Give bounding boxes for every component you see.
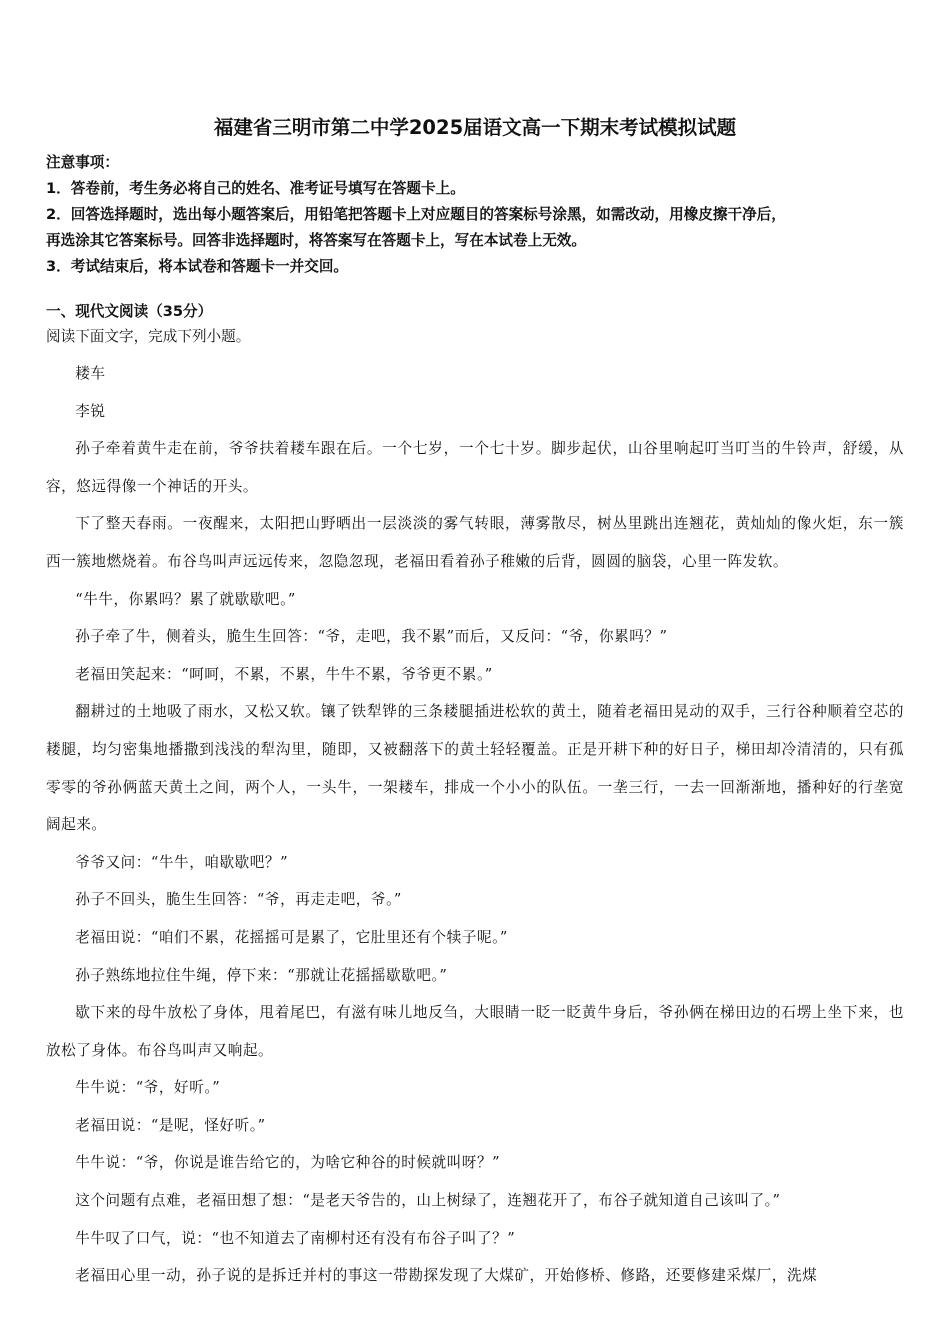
passage-paragraph: 牛牛说：“爷，你说是谁告给它的，为啥它种谷的时候就叫呀？” [75,1154,501,1172]
notice-heading: 注意事项： [46,154,119,171]
passage-paragraph: 下了整天春雨。一夜醒来，太阳把山野晒出一层淡淡的雾气转眼，薄雾散尽，树丛里跳出连翘花，黄灿灿的像火炬，东一簇西一簇地燃烧着。布谷鸟叫声远远传来，忽隐忽现，老福田看着孙子稚嫩的后背，圆圆的脑袋，心里一阵发软。 [46,515,904,570]
reading-passage [46,355,904,1295]
passage-paragraph: 孙子牵了牛，侧着头，脆生生回答：“爷，走吧，我不累”而后，又反问：“爷，你累吗？” [75,628,668,646]
passage-paragraph: 牛牛说：“爷，好听。” [75,1079,221,1097]
passage-paragraph: 爷爷又问：“牛牛，咱歇歇吧？” [75,853,289,871]
passage-paragraph: 老福田说：“咱们不累，花摇摇可是累了，它肚里还有个犊子呢。” [75,928,508,946]
section-header [46,300,906,350]
passage-paragraph: “牛牛，你累吗？累了就歇歇吧。” [75,590,296,608]
passage-paragraph: 翻耕过的土地吸了雨水，又松又软。镶了铁犁铧的三条耧腿插进松软的黄土，随着老福田晃动的双手，三行谷种顺着空芯的耧腿，均匀密集地播撒到浅浅的犁沟里，随即，又被翻落下的黄土轻轻覆盖。正是开耕下种的好日子，梯田却冷清清的，只有孤零零的爷孙俩蓝天黄土之间，两个人，一头牛，一架耧车，排成一个小小的队伍。一垄三行，一去一回渐渐地，播种好的行垄宽阔起来。 [46,703,904,834]
notice-item: 1．答卷前，考生务必将自己的姓名、准考证号填写在答题卡上。 [46,180,465,197]
notice-item: 2．回答选择题时，选出每小题答案后，用铅笔把答题卡上对应题目的答案标号涂黑，如需改动，用橡皮擦干净后， [46,206,786,223]
passage-author: 李锐 [75,402,106,420]
section-heading: 一、现代文阅读（35分） [46,303,213,320]
section-instruction: 阅读下面文字，完成下列小题。 [46,328,251,345]
notice-item: 再选涂其它答案标号。回答非选择题时，将答案写在答题卡上，写在本试卷上无效。 [46,232,586,249]
passage-paragraph: 孙子牵着黄牛走在前，爷爷扶着耧车跟在后。一个七岁，一个七十岁。脚步起伏，山谷里响起叮当叮当的牛铃声，舒缓，从容，悠远得像一个神话的开头。 [46,440,904,495]
passage-paragraph: 牛牛叹了口气，说：“也不知道去了南柳村还有没有布谷子叫了？” [75,1229,516,1247]
passage-paragraph: 老福田心里一动，孙子说的是拆迁并村的事这一带勘探发现了大煤矿，开始修桥、修路，还要修建采煤厂，洗煤 [75,1267,818,1285]
notice-block [46,150,906,280]
notice-item: 3．考试结束后，将本试卷和答题卡一并交回。 [46,258,349,275]
passage-paragraph: 老福田笑起来：“呵呵，不累，不累，牛牛不累，爷爷更不累。” [75,665,493,683]
passage-title: 耧车 [75,365,106,382]
document-title: 福建省三明市第二中学2025届语文高一下期末考试模拟试题 [213,116,737,139]
passage-paragraph: 这个问题有点难，老福田想了想：“是老天爷告的，山上树绿了，连翘花开了，布谷子就知道自己该叫了。” [75,1192,781,1210]
passage-paragraph: 歇下来的母牛放松了身体，甩着尾巴，有滋有味儿地反刍，大眼睛一眨一眨黄牛身后，爷孙俩在梯田边的石塄上坐下来，也放松了身体。布谷鸟叫声又响起。 [46,1004,904,1059]
passage-paragraph: 孙子熟练地拉住牛绳，停下来：“那就让花摇摇歇歇吧。” [75,966,448,984]
passage-paragraph: 孙子不回头，脆生生回答：“爷，再走走吧，爷。” [75,891,402,909]
passage-paragraph: 老福田说：“是呢，怪好听。” [75,1116,266,1134]
